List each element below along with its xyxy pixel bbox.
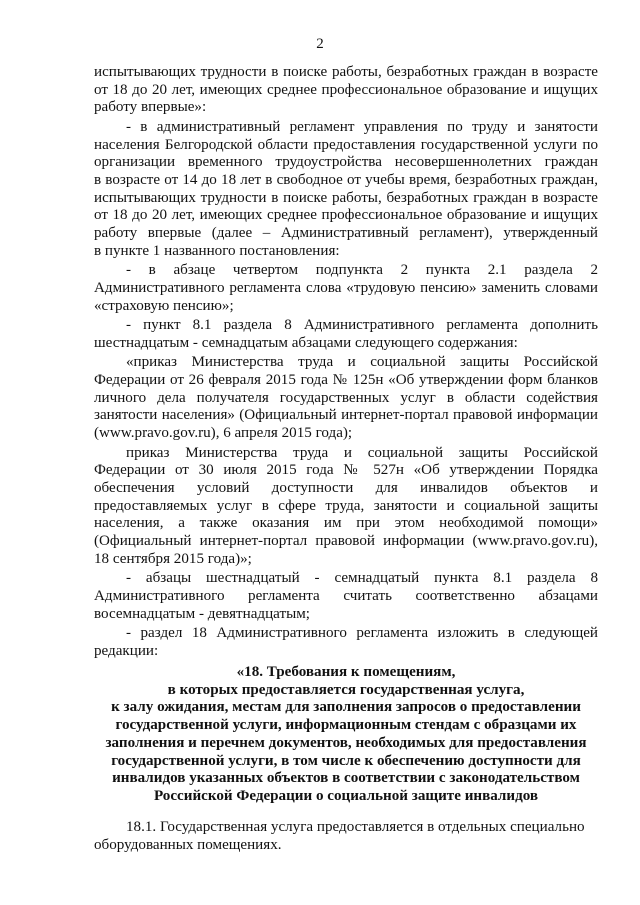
- text-line: «страховую пенсию»;: [94, 298, 234, 314]
- text-line: приказ Министерства труда и социальной защиты Российской: [126, 445, 598, 461]
- text-line: занятости населения» (Официальный интернет-портал правовой информации: [94, 407, 598, 423]
- text-line: Федерации от 30 июля 2015 года № 527н «Об утверждении Порядка: [94, 462, 598, 478]
- text-line: организации временного трудоустройства несовершеннолетних граждан: [94, 154, 598, 170]
- text-line: - в абзаце четвертом подпункта 2 пункта 2.1 раздела 2: [126, 262, 598, 278]
- text-line: «приказ Министерства труда и социальной защиты Российской: [126, 354, 598, 370]
- text-line: (Официальный интернет-портал правовой информации (www.pravo.gov.ru),: [94, 533, 598, 549]
- text-line: работу впервые (далее – Административный регламент), утвержденный: [94, 225, 598, 241]
- text-line: населения, а также оказания им при этом необходимой помощи»: [94, 515, 598, 531]
- text-line: редакции:: [94, 643, 159, 659]
- text-line: обеспечения условий доступности для инвалидов объектов и: [94, 480, 598, 496]
- text-line: - пункт 8.1 раздела 8 Административного регламента дополнить: [126, 317, 598, 333]
- text-line: работу впервые»:: [94, 99, 207, 115]
- heading-line: заполнения и перечнем документов, необходимых для предоставления: [105, 735, 587, 751]
- text-line: Федерации от 26 февраля 2015 года № 125н «Об утверждении форм бланков: [94, 372, 598, 388]
- heading-line: инвалидов указанных объектов в соответствии с законодательством: [112, 770, 580, 786]
- text-line: (www.pravo.gov.ru), 6 апреля 2015 года);: [94, 425, 353, 441]
- text-line: населения Белгородской области предоставления государственной услуги по: [94, 137, 598, 153]
- text-line: личного дела получателя государственных услуг в области содействия: [94, 390, 598, 406]
- text-line: в возрасте от 14 до 18 лет в свободное от учебы время, безработных граждан,: [94, 172, 598, 188]
- heading-line: «18. Требования к помещениям,: [236, 664, 456, 680]
- text-line: предоставляемых услуг в сфере труда, занятости и социальной защиты: [94, 498, 598, 514]
- text-line: оборудованных помещениях.: [94, 837, 282, 853]
- text-line: - в административный регламент управления по труду и занятости: [126, 119, 598, 135]
- text-line: испытывающих трудности в поиске работы, безработных граждан в возрасте: [94, 64, 598, 80]
- text-line: - абзацы шестнадцатый - семнадцатый пункта 8.1 раздела 8: [126, 570, 598, 586]
- text-line: Административного регламента слова «трудовую пенсию» заменить словами: [94, 280, 598, 296]
- text-line: шестнадцатым - семнадцатым абзацами следующего содержания:: [94, 335, 518, 351]
- page-number: 2: [316, 36, 324, 52]
- heading-line: к залу ожидания, местам для заполнения запросов о предоставлении: [111, 699, 581, 715]
- heading-line: Российской Федерации о социальной защите инвалидов: [153, 788, 539, 804]
- text-line: испытывающих трудности в поиске работы, безработных граждан в возрасте: [94, 190, 598, 206]
- text-line: - раздел 18 Административного регламента изложить в следующей: [126, 625, 598, 641]
- text-line: Административного регламента считать соответственно абзацами: [94, 588, 598, 604]
- text-line: 18 сентября 2015 года)»;: [94, 551, 252, 567]
- heading-line: в которых предоставляется государственная услуга,: [167, 682, 525, 698]
- text-line: от 18 до 20 лет, имеющих среднее профессиональное образование и ищущих: [94, 207, 598, 223]
- text-line: от 18 до 20 лет, имеющих среднее профессиональное образование и ищущих: [94, 82, 598, 98]
- heading-line: государственной услуги, информационным стендам с образцами их: [115, 717, 577, 733]
- text-line: 18.1. Государственная услуга предоставляется в отдельных специально: [126, 819, 585, 835]
- text-line: восемнадцатым - девятнадцатым;: [94, 606, 310, 622]
- heading-line: государственной услуги, в том числе к обеспечению доступности для: [111, 753, 581, 769]
- text-line: в пункте 1 названного постановления:: [94, 243, 340, 259]
